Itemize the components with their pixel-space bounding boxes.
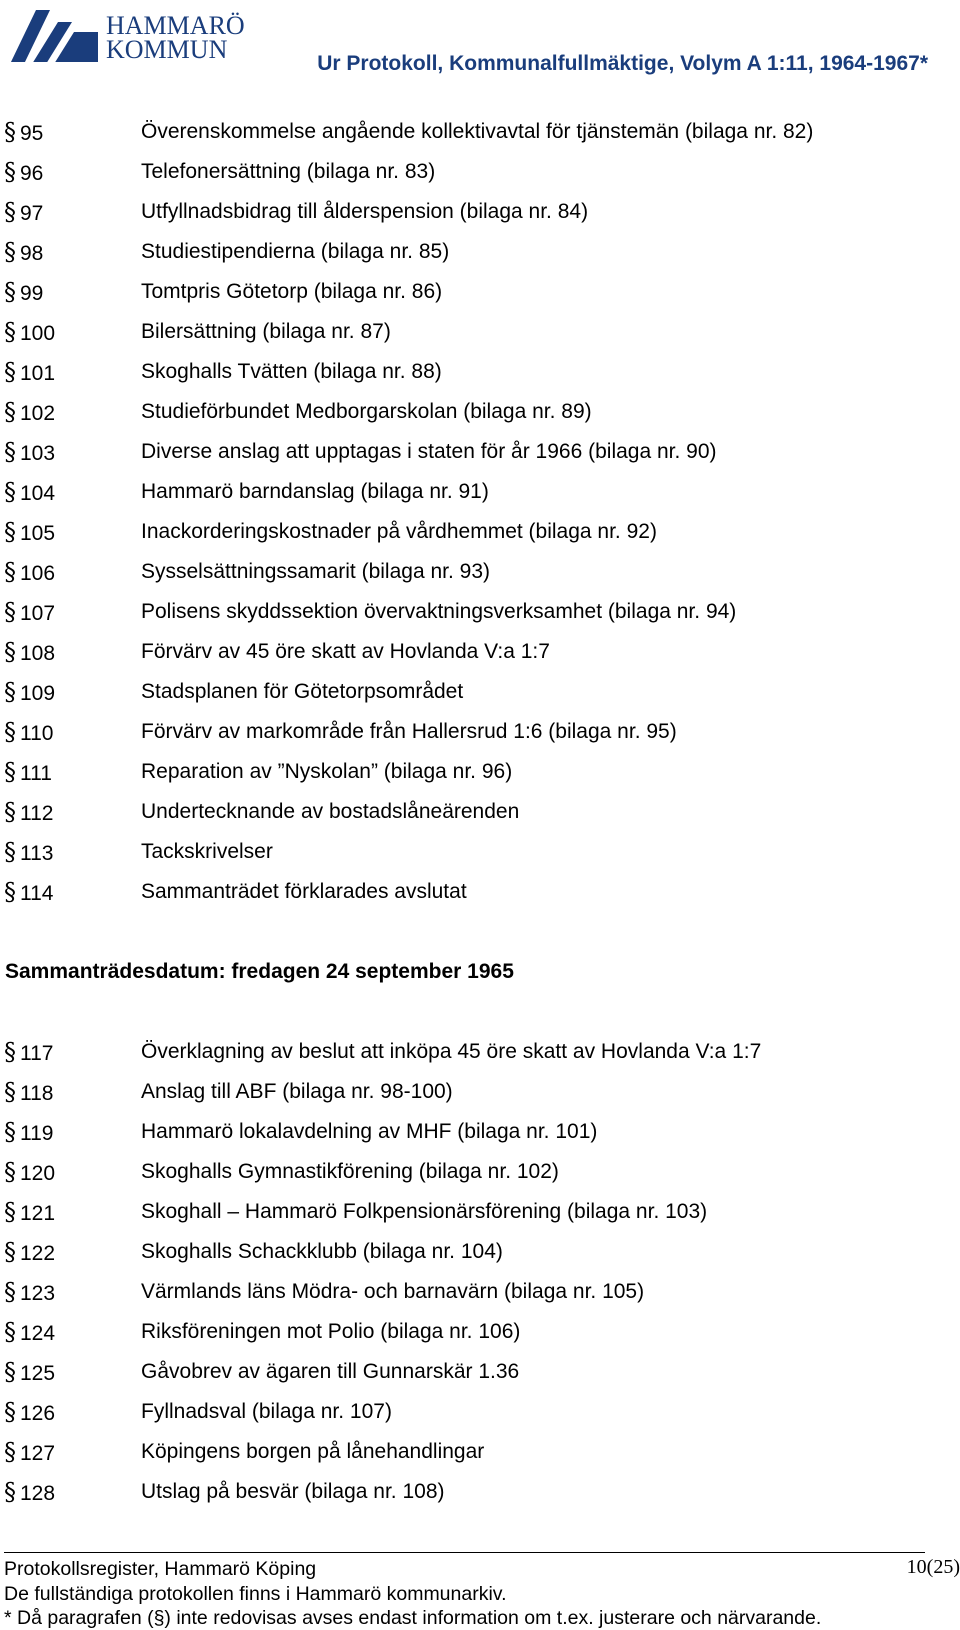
paragraph-title: Bilersättning (bilaga nr. 87)	[141, 320, 391, 343]
paragraph-marker	[4, 552, 55, 594]
paragraph-row	[0, 392, 960, 432]
paragraph-marker	[4, 352, 55, 394]
paragraph-title: Köpingens borgen på lånehandlingar	[141, 1440, 485, 1463]
paragraph-title: Riksföreningen mot Polio (bilaga nr. 106)	[141, 1320, 521, 1343]
paragraph-marker	[4, 232, 43, 274]
paragraph-number: 119	[20, 1122, 54, 1145]
paragraph-marker	[4, 1232, 55, 1274]
logo-line-2: KOMMUN	[106, 35, 228, 64]
section-sign-icon: §	[4, 358, 16, 386]
footer-register-line: Protokollsregister, Hammarö Köping	[4, 1558, 317, 1580]
paragraph-number: 102	[20, 402, 56, 425]
paragraph-row	[0, 1232, 960, 1272]
paragraph-number: 99	[20, 282, 44, 305]
footer-footnote: * Då paragrafen (§) inte redovisas avses endast information om t.ex. justerare och närvarande.	[4, 1607, 822, 1629]
paragraph-number: 95	[20, 122, 44, 145]
paragraph-title: Diverse anslag att upptagas i staten för år 1966 (bilaga nr. 90)	[141, 440, 717, 463]
paragraph-row	[0, 1272, 960, 1312]
paragraph-number: 105	[20, 522, 56, 545]
paragraph-marker	[4, 472, 55, 514]
meeting-date-heading: Sammanträdesdatum: fredagen 24 september 1965	[5, 960, 514, 983]
section-sign-icon: §	[4, 1118, 16, 1146]
logo-wordmark	[106, 11, 245, 64]
paragraph-title: Hammarö barndanslag (bilaga nr. 91)	[141, 480, 489, 503]
paragraph-title: Skoghall – Hammarö Folkpensionärsförening (bilaga nr. 103)	[141, 1200, 708, 1223]
paragraph-row	[0, 1352, 960, 1392]
paragraph-row	[0, 872, 960, 912]
section-sign-icon: §	[4, 278, 16, 306]
paragraph-number: 97	[20, 202, 44, 225]
paragraph-number: 96	[20, 162, 44, 185]
paragraph-title: Polisens skyddssektion övervaktningsverksamhet (bilaga nr. 94)	[141, 600, 737, 623]
paragraph-marker	[4, 1032, 53, 1074]
paragraph-number: 123	[20, 1282, 56, 1305]
paragraph-row	[0, 1472, 960, 1512]
paragraph-row	[0, 592, 960, 632]
paragraph-marker	[4, 832, 53, 874]
paragraph-row	[0, 1032, 960, 1072]
paragraph-title: Studiestipendierna (bilaga nr. 85)	[141, 240, 450, 263]
paragraph-marker	[4, 512, 55, 554]
footer-archive-note: De fullständiga protokollen finns i Hammarö kommunarkiv.	[4, 1583, 507, 1605]
paragraph-marker	[4, 1432, 55, 1474]
paragraph-number: 110	[20, 722, 54, 745]
paragraph-row	[0, 1432, 960, 1472]
page-number: 10(25)	[906, 1556, 960, 1578]
section-sign-icon: §	[4, 758, 16, 786]
paragraph-row	[0, 712, 960, 752]
paragraph-title: Förvärv av 45 öre skatt av Hovlanda V:a 1:7	[141, 640, 550, 663]
paragraph-marker	[4, 192, 43, 234]
page-footer	[0, 1550, 960, 1629]
paragraph-row	[0, 672, 960, 712]
paragraph-title: Stadsplanen för Götetorpsområdet	[141, 680, 464, 703]
paragraph-number: 126	[20, 1402, 56, 1425]
paragraph-title: Utslag på besvär (bilaga nr. 108)	[141, 1480, 445, 1503]
paragraph-number: 98	[20, 242, 44, 265]
paragraph-number: 124	[20, 1322, 56, 1345]
paragraph-number: 103	[20, 442, 56, 465]
paragraph-row	[0, 792, 960, 832]
section-sign-icon: §	[4, 158, 16, 186]
section-sign-icon: §	[4, 1078, 16, 1106]
section-sign-icon: §	[4, 238, 16, 266]
section-sign-icon: §	[4, 1438, 16, 1466]
paragraph-title: Studieförbundet Medborgarskolan (bilaga nr. 89)	[141, 400, 592, 423]
paragraph-title: Undertecknande av bostadslåneärenden	[141, 800, 520, 823]
paragraph-number: 127	[20, 1442, 56, 1465]
paragraph-marker	[4, 712, 53, 754]
section-sign-icon: §	[4, 478, 16, 506]
section-sign-icon: §	[4, 598, 16, 626]
paragraph-row	[0, 472, 960, 512]
paragraph-row	[0, 312, 960, 352]
paragraph-marker	[4, 432, 55, 474]
paragraph-row	[0, 1392, 960, 1432]
paragraph-row	[0, 112, 960, 152]
paragraph-number: 108	[20, 642, 56, 665]
paragraph-title: Skoghalls Schackklubb (bilaga nr. 104)	[141, 1240, 503, 1263]
paragraph-marker	[4, 392, 55, 434]
section-sign-icon: §	[4, 838, 16, 866]
paragraph-number: 120	[20, 1162, 56, 1185]
section-sign-icon: §	[4, 1198, 16, 1226]
paragraph-number: 101	[20, 362, 56, 385]
section-sign-icon: §	[4, 438, 16, 466]
section-sign-icon: §	[4, 398, 16, 426]
paragraph-title: Inackorderingskostnader på vårdhemmet (bilaga nr. 92)	[141, 520, 657, 543]
paragraph-number: 114	[20, 882, 54, 905]
section-sign-icon: §	[4, 1158, 16, 1186]
paragraph-title: Överenskommelse angående kollektivavtal för tjänstemän (bilaga nr. 82)	[141, 120, 814, 143]
document-title: Ur Protokoll, Kommunalfullmäktige, Volym A 1:11, 1964-1967*	[317, 52, 928, 75]
paragraph-marker	[4, 1192, 55, 1234]
paragraph-number: 118	[20, 1082, 54, 1105]
paragraph-number: 109	[20, 682, 56, 705]
paragraph-number: 122	[20, 1242, 56, 1265]
municipality-emblem-icon	[6, 4, 102, 70]
paragraph-number: 121	[20, 1202, 56, 1225]
paragraph-list-1	[0, 112, 960, 912]
paragraph-number: 125	[20, 1362, 56, 1385]
paragraph-title: Sysselsättningssamarit (bilaga nr. 93)	[141, 560, 490, 583]
paragraph-marker	[4, 672, 55, 714]
paragraph-row	[0, 1192, 960, 1232]
paragraph-marker	[4, 312, 55, 354]
section-sign-icon: §	[4, 518, 16, 546]
paragraph-number: 113	[20, 842, 54, 865]
paragraph-list-2	[0, 1032, 960, 1512]
paragraph-row	[0, 632, 960, 672]
paragraph-title: Telefonersättning (bilaga nr. 83)	[141, 160, 436, 183]
section-sign-icon: §	[4, 558, 16, 586]
section-sign-icon: §	[4, 718, 16, 746]
paragraph-title: Skoghalls Gymnastikförening (bilaga nr. 102)	[141, 1160, 559, 1183]
footer-divider	[4, 1552, 925, 1553]
hammaro-kommun-logo	[6, 4, 245, 70]
paragraph-marker	[4, 272, 43, 314]
paragraph-number: 100	[20, 322, 56, 345]
section-sign-icon: §	[4, 1278, 16, 1306]
paragraph-marker	[4, 152, 43, 194]
paragraph-marker	[4, 1392, 55, 1434]
section-sign-icon: §	[4, 1358, 16, 1386]
paragraph-marker	[4, 1272, 55, 1314]
paragraph-title: Hammarö lokalavdelning av MHF (bilaga nr. 101)	[141, 1120, 598, 1143]
paragraph-title: Anslag till ABF (bilaga nr. 98-100)	[141, 1080, 453, 1103]
paragraph-title: Tackskrivelser	[141, 840, 273, 863]
paragraph-title: Överklagning av beslut att inköpa 45 öre skatt av Hovlanda V:a 1:7	[141, 1040, 762, 1063]
paragraph-title: Tomtpris Götetorp (bilaga nr. 86)	[141, 280, 443, 303]
paragraph-number: 104	[20, 482, 56, 505]
paragraph-row	[0, 352, 960, 392]
paragraph-row	[0, 1312, 960, 1352]
paragraph-marker	[4, 872, 53, 914]
paragraph-title: Reparation av ”Nyskolan” (bilaga nr. 96)	[141, 760, 513, 783]
section-sign-icon: §	[4, 1238, 16, 1266]
section-sign-icon: §	[4, 318, 16, 346]
paragraph-marker	[4, 112, 43, 154]
paragraph-row	[0, 432, 960, 472]
paragraph-row	[0, 1072, 960, 1112]
paragraph-marker	[4, 1152, 55, 1194]
paragraph-row	[0, 152, 960, 192]
paragraph-number: 117	[20, 1042, 54, 1065]
paragraph-row	[0, 752, 960, 792]
logo-line-1: HAMMARÖ	[106, 11, 245, 40]
section-sign-icon: §	[4, 1478, 16, 1506]
paragraph-number: 106	[20, 562, 56, 585]
paragraph-marker	[4, 752, 52, 794]
paragraph-title: Sammanträdet förklarades avslutat	[141, 880, 467, 903]
paragraph-row	[0, 552, 960, 592]
paragraph-title: Värmlands läns Mödra- och barnavärn (bilaga nr. 105)	[141, 1280, 645, 1303]
paragraph-title: Gåvobrev av ägaren till Gunnarskär 1.36	[141, 1360, 520, 1383]
section-sign-icon: §	[4, 1398, 16, 1426]
paragraph-title: Skoghalls Tvätten (bilaga nr. 88)	[141, 360, 442, 383]
paragraph-marker	[4, 1072, 53, 1114]
page-header	[0, 0, 960, 80]
section-sign-icon: §	[4, 798, 16, 826]
paragraph-title: Utfyllnadsbidrag till ålderspension (bilaga nr. 84)	[141, 200, 589, 223]
paragraph-marker	[4, 1472, 55, 1514]
paragraph-number: 107	[20, 602, 56, 625]
paragraph-row	[0, 1152, 960, 1192]
paragraph-row	[0, 1112, 960, 1152]
section-sign-icon: §	[4, 198, 16, 226]
paragraph-row	[0, 272, 960, 312]
paragraph-number: 111	[20, 762, 52, 785]
paragraph-title: Fyllnadsval (bilaga nr. 107)	[141, 1400, 392, 1423]
paragraph-marker	[4, 632, 55, 674]
section-sign-icon: §	[4, 878, 16, 906]
paragraph-number: 112	[20, 802, 54, 825]
paragraph-marker	[4, 1352, 55, 1394]
section-sign-icon: §	[4, 638, 16, 666]
paragraph-title: Förvärv av markområde från Hallersrud 1:6 (bilaga nr. 95)	[141, 720, 677, 743]
paragraph-row	[0, 512, 960, 552]
section-sign-icon: §	[4, 1038, 16, 1066]
paragraph-number: 128	[20, 1482, 56, 1505]
paragraph-marker	[4, 1112, 53, 1154]
section-sign-icon: §	[4, 118, 16, 146]
section-sign-icon: §	[4, 678, 16, 706]
paragraph-row	[0, 192, 960, 232]
section-sign-icon: §	[4, 1318, 16, 1346]
paragraph-marker	[4, 792, 53, 834]
paragraph-row	[0, 832, 960, 872]
paragraph-marker	[4, 592, 55, 634]
paragraph-row	[0, 232, 960, 272]
paragraph-marker	[4, 1312, 55, 1354]
